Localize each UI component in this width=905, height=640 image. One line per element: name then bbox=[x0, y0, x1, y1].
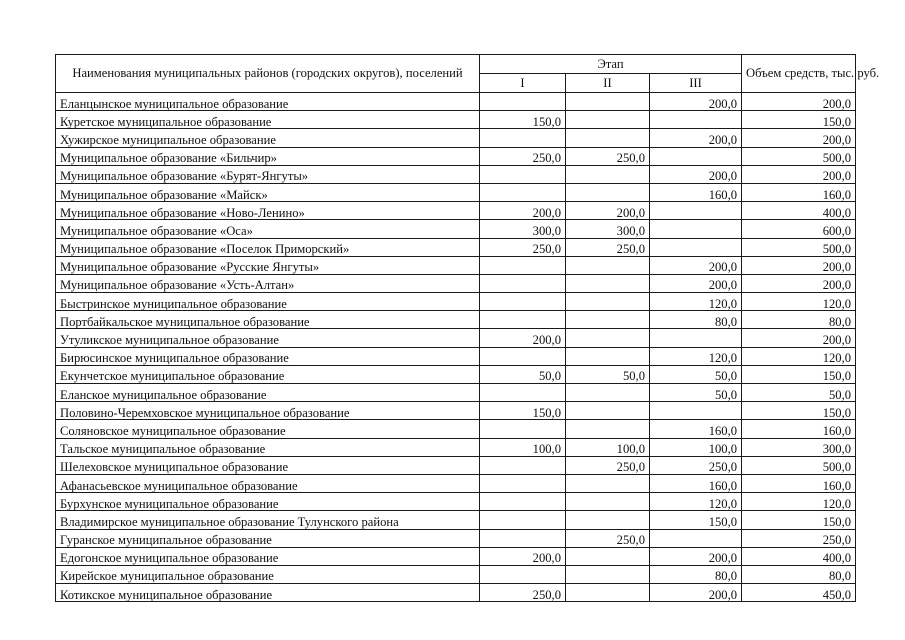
cell-stage-3: 200,0 bbox=[650, 129, 742, 147]
table-row bbox=[56, 238, 856, 256]
cell-total: 120,0 bbox=[742, 293, 856, 311]
cell-stage-3: 120,0 bbox=[650, 493, 742, 511]
table-row bbox=[56, 347, 856, 365]
cell-municipality-name: Муниципальное образование «Поселок Приморский» bbox=[56, 238, 480, 256]
cell-stage-2: 250,0 bbox=[566, 456, 650, 474]
cell-stage-3: 100,0 bbox=[650, 438, 742, 456]
cell-stage-3: 200,0 bbox=[650, 256, 742, 274]
cell-stage-1 bbox=[480, 274, 566, 292]
cell-stage-1: 250,0 bbox=[480, 147, 566, 165]
cell-municipality-name: Муниципальное образование «Ново-Ленино» bbox=[56, 202, 480, 220]
cell-stage-3: 250,0 bbox=[650, 456, 742, 474]
table-row bbox=[56, 511, 856, 529]
table-row bbox=[56, 547, 856, 565]
cell-stage-1 bbox=[480, 529, 566, 547]
cell-stage-3 bbox=[650, 220, 742, 238]
cell-stage-2 bbox=[566, 329, 650, 347]
cell-municipality-name: Соляновское муниципальное образование bbox=[56, 420, 480, 438]
cell-stage-1 bbox=[480, 129, 566, 147]
cell-stage-3 bbox=[650, 529, 742, 547]
cell-stage-3: 150,0 bbox=[650, 511, 742, 529]
cell-stage-1: 250,0 bbox=[480, 238, 566, 256]
cell-stage-1: 150,0 bbox=[480, 402, 566, 420]
cell-stage-2 bbox=[566, 256, 650, 274]
cell-municipality-name: Муниципальное образование «Бильчир» bbox=[56, 147, 480, 165]
cell-total: 200,0 bbox=[742, 129, 856, 147]
cell-stage-2 bbox=[566, 111, 650, 129]
table-row bbox=[56, 365, 856, 383]
cell-stage-1 bbox=[480, 293, 566, 311]
cell-stage-1 bbox=[480, 347, 566, 365]
cell-municipality-name: Еланцынское муниципальное образование bbox=[56, 93, 480, 111]
header-stage-2: II bbox=[566, 74, 650, 93]
cell-total: 50,0 bbox=[742, 384, 856, 402]
cell-municipality-name: Екунчетское муниципальное образование bbox=[56, 365, 480, 383]
cell-total: 300,0 bbox=[742, 438, 856, 456]
cell-total: 400,0 bbox=[742, 202, 856, 220]
cell-stage-3: 50,0 bbox=[650, 384, 742, 402]
cell-municipality-name: Афанасьевское муниципальное образование bbox=[56, 474, 480, 492]
cell-municipality-name: Утуликское муниципальное образование bbox=[56, 329, 480, 347]
table-row bbox=[56, 529, 856, 547]
cell-total: 80,0 bbox=[742, 565, 856, 583]
table-row bbox=[56, 438, 856, 456]
cell-stage-2 bbox=[566, 402, 650, 420]
cell-total: 400,0 bbox=[742, 547, 856, 565]
funding-table bbox=[55, 54, 880, 602]
cell-total: 150,0 bbox=[742, 111, 856, 129]
cell-municipality-name: Гуранское муниципальное образование bbox=[56, 529, 480, 547]
cell-stage-1: 250,0 bbox=[480, 584, 566, 602]
table-row bbox=[56, 220, 856, 238]
cell-municipality-name: Бурхунское муниципальное образование bbox=[56, 493, 480, 511]
table-row bbox=[56, 274, 856, 292]
cell-total: 500,0 bbox=[742, 456, 856, 474]
table-row bbox=[56, 474, 856, 492]
cell-municipality-name: Кирейское муниципальное образование bbox=[56, 565, 480, 583]
cell-stage-1 bbox=[480, 565, 566, 583]
table-row bbox=[56, 147, 856, 165]
table-row bbox=[56, 111, 856, 129]
cell-stage-3 bbox=[650, 329, 742, 347]
cell-stage-1 bbox=[480, 183, 566, 201]
table-header bbox=[56, 55, 880, 93]
cell-total: 450,0 bbox=[742, 584, 856, 602]
cell-stage-3 bbox=[650, 238, 742, 256]
table-row bbox=[56, 93, 856, 111]
cell-total: 200,0 bbox=[742, 93, 856, 111]
cell-stage-3: 120,0 bbox=[650, 347, 742, 365]
cell-stage-3: 80,0 bbox=[650, 565, 742, 583]
cell-stage-1: 100,0 bbox=[480, 438, 566, 456]
cell-stage-1: 200,0 bbox=[480, 547, 566, 565]
cell-stage-2: 50,0 bbox=[566, 365, 650, 383]
cell-total: 200,0 bbox=[742, 329, 856, 347]
cell-total: 120,0 bbox=[742, 347, 856, 365]
cell-stage-1 bbox=[480, 384, 566, 402]
table-row bbox=[56, 584, 856, 602]
table-row bbox=[56, 129, 856, 147]
cell-total: 250,0 bbox=[742, 529, 856, 547]
header-municipality-name: Наименования муниципальных районов (городских округов), поселений bbox=[56, 55, 480, 93]
cell-stage-1: 300,0 bbox=[480, 220, 566, 238]
table-row bbox=[56, 493, 856, 511]
cell-stage-3 bbox=[650, 147, 742, 165]
cell-municipality-name: Муниципальное образование «Русские Янгуты» bbox=[56, 256, 480, 274]
table-row bbox=[56, 165, 856, 183]
header-total-funds: Объем средств, тыс. руб. bbox=[742, 55, 856, 93]
cell-stage-1: 150,0 bbox=[480, 111, 566, 129]
cell-stage-2 bbox=[566, 474, 650, 492]
cell-total: 150,0 bbox=[742, 511, 856, 529]
cell-municipality-name: Куретское муниципальное образование bbox=[56, 111, 480, 129]
cell-stage-2 bbox=[566, 547, 650, 565]
cell-stage-2 bbox=[566, 93, 650, 111]
table-row bbox=[56, 384, 856, 402]
cell-total: 150,0 bbox=[742, 402, 856, 420]
cell-stage-2 bbox=[566, 274, 650, 292]
cell-municipality-name: Муниципальное образование «Усть-Алтан» bbox=[56, 274, 480, 292]
cell-total: 200,0 bbox=[742, 165, 856, 183]
cell-municipality-name: Муниципальное образование «Оса» bbox=[56, 220, 480, 238]
table-row bbox=[56, 293, 856, 311]
cell-stage-3: 120,0 bbox=[650, 293, 742, 311]
cell-stage-1 bbox=[480, 456, 566, 474]
cell-stage-3: 160,0 bbox=[650, 474, 742, 492]
cell-stage-1 bbox=[480, 420, 566, 438]
cell-stage-3: 50,0 bbox=[650, 365, 742, 383]
cell-municipality-name: Еланское муниципальное образование bbox=[56, 384, 480, 402]
cell-stage-2: 100,0 bbox=[566, 438, 650, 456]
cell-stage-2 bbox=[566, 311, 650, 329]
cell-stage-2 bbox=[566, 420, 650, 438]
cell-stage-2 bbox=[566, 565, 650, 583]
cell-stage-3 bbox=[650, 402, 742, 420]
cell-total: 150,0 bbox=[742, 365, 856, 383]
cell-total: 200,0 bbox=[742, 256, 856, 274]
cell-total: 500,0 bbox=[742, 238, 856, 256]
cell-stage-3: 200,0 bbox=[650, 93, 742, 111]
cell-stage-3: 200,0 bbox=[650, 584, 742, 602]
table-row bbox=[56, 202, 856, 220]
cell-stage-2: 250,0 bbox=[566, 147, 650, 165]
cell-municipality-name: Половино-Черемховское муниципальное образование bbox=[56, 402, 480, 420]
cell-stage-2 bbox=[566, 347, 650, 365]
cell-stage-1 bbox=[480, 493, 566, 511]
cell-total: 80,0 bbox=[742, 311, 856, 329]
cell-stage-1 bbox=[480, 93, 566, 111]
table-row bbox=[56, 402, 856, 420]
cell-stage-2: 200,0 bbox=[566, 202, 650, 220]
cell-stage-2 bbox=[566, 584, 650, 602]
cell-stage-1 bbox=[480, 474, 566, 492]
table-row bbox=[56, 456, 856, 474]
table-row bbox=[56, 420, 856, 438]
cell-stage-2 bbox=[566, 384, 650, 402]
cell-stage-1 bbox=[480, 256, 566, 274]
cell-municipality-name: Муниципальное образование «Бурят-Янгуты» bbox=[56, 165, 480, 183]
cell-stage-2 bbox=[566, 511, 650, 529]
cell-stage-2: 300,0 bbox=[566, 220, 650, 238]
cell-municipality-name: Котикское муниципальное образование bbox=[56, 584, 480, 602]
cell-stage-3: 80,0 bbox=[650, 311, 742, 329]
cell-total: 120,0 bbox=[742, 493, 856, 511]
cell-municipality-name: Муниципальное образование «Майск» bbox=[56, 183, 480, 201]
cell-stage-1: 200,0 bbox=[480, 329, 566, 347]
table-row bbox=[56, 311, 856, 329]
table-row bbox=[56, 256, 856, 274]
cell-total: 160,0 bbox=[742, 474, 856, 492]
cell-total: 160,0 bbox=[742, 420, 856, 438]
table-row bbox=[56, 329, 856, 347]
cell-stage-3: 160,0 bbox=[650, 420, 742, 438]
cell-stage-1: 50,0 bbox=[480, 365, 566, 383]
cell-stage-3: 200,0 bbox=[650, 274, 742, 292]
cell-stage-2: 250,0 bbox=[566, 238, 650, 256]
cell-stage-1 bbox=[480, 165, 566, 183]
header-stage-1: I bbox=[480, 74, 566, 93]
cell-total: 200,0 bbox=[742, 274, 856, 292]
cell-municipality-name: Едогонское муниципальное образование bbox=[56, 547, 480, 565]
header-stage-3: III bbox=[650, 74, 742, 93]
table-body bbox=[56, 93, 856, 602]
cell-total: 500,0 bbox=[742, 147, 856, 165]
cell-stage-3: 200,0 bbox=[650, 165, 742, 183]
cell-municipality-name: Быстринское муниципальное образование bbox=[56, 293, 480, 311]
table-row bbox=[56, 183, 856, 201]
header-stage: Этап bbox=[480, 55, 742, 74]
cell-stage-3 bbox=[650, 111, 742, 129]
table-row bbox=[56, 565, 856, 583]
cell-municipality-name: Бирюсинское муниципальное образование bbox=[56, 347, 480, 365]
cell-municipality-name: Владимирское муниципальное образование Тулунского района bbox=[56, 511, 480, 529]
cell-municipality-name: Шелеховское муниципальное образование bbox=[56, 456, 480, 474]
cell-stage-1 bbox=[480, 311, 566, 329]
cell-stage-2 bbox=[566, 165, 650, 183]
cell-stage-3: 200,0 bbox=[650, 547, 742, 565]
cell-stage-2 bbox=[566, 183, 650, 201]
cell-stage-3: 160,0 bbox=[650, 183, 742, 201]
cell-stage-2 bbox=[566, 293, 650, 311]
cell-municipality-name: Хужирское муниципальное образование bbox=[56, 129, 480, 147]
cell-total: 600,0 bbox=[742, 220, 856, 238]
cell-stage-2: 250,0 bbox=[566, 529, 650, 547]
cell-stage-2 bbox=[566, 493, 650, 511]
cell-stage-2 bbox=[566, 129, 650, 147]
cell-stage-3 bbox=[650, 202, 742, 220]
cell-stage-1: 200,0 bbox=[480, 202, 566, 220]
cell-stage-1 bbox=[480, 511, 566, 529]
cell-municipality-name: Портбайкальское муниципальное образование bbox=[56, 311, 480, 329]
cell-municipality-name: Тальское муниципальное образование bbox=[56, 438, 480, 456]
cell-total: 160,0 bbox=[742, 183, 856, 201]
